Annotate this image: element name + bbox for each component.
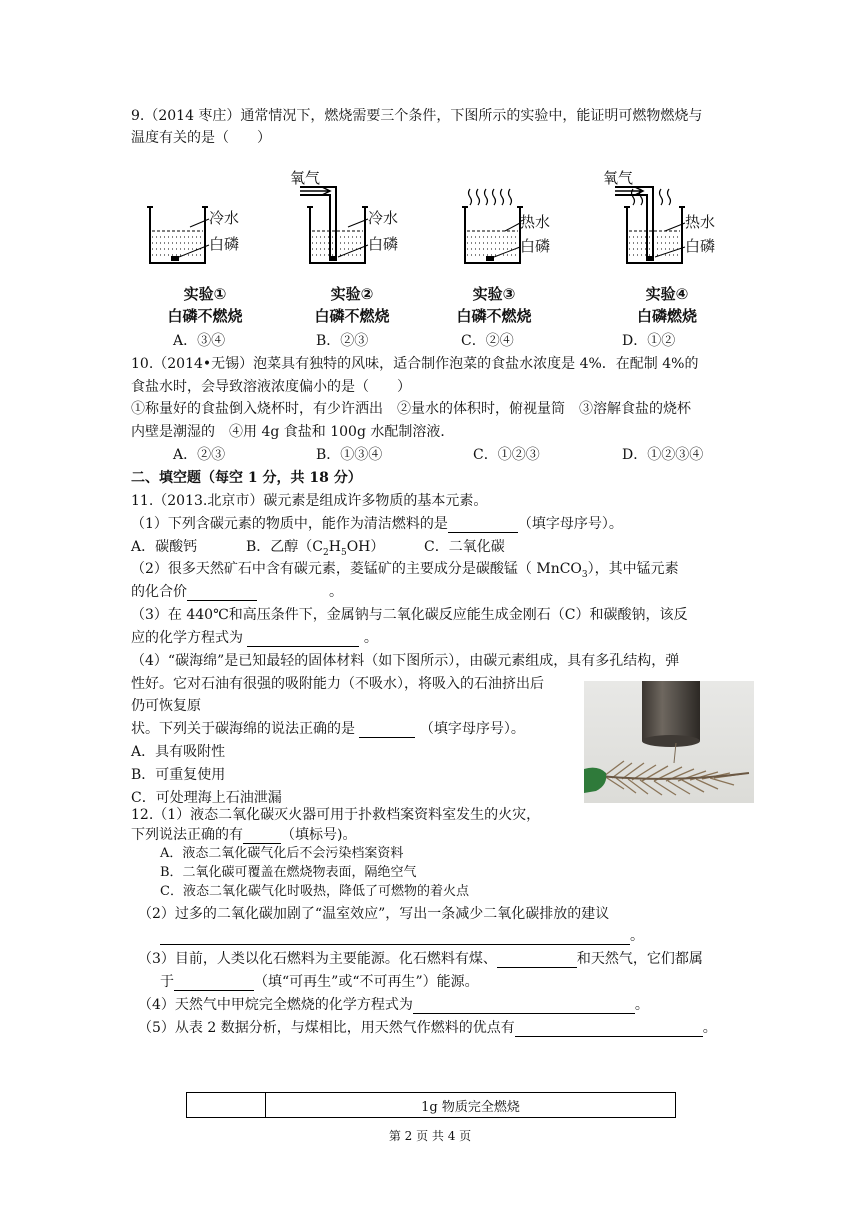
carbon-sponge-photo xyxy=(584,681,754,803)
experiment-4-gas-label: 氧气 xyxy=(603,169,634,187)
table-row xyxy=(187,1093,676,1118)
q11-part2-line2 xyxy=(131,583,343,601)
q11-part2-end: ），其中锰元素 xyxy=(587,561,679,577)
q9-option-c[interactable]: C．②④ xyxy=(461,333,514,349)
experiment-2-gas-label: 氧气 xyxy=(290,169,321,187)
q11-part4-opt-c[interactable]: C．可处理海上石油泄漏 xyxy=(131,790,282,806)
q9-stem-line2: 温度有关的是（ ） xyxy=(131,130,271,146)
beaker-icon xyxy=(145,165,265,275)
q11-part4-line3: 仍可恢复原 xyxy=(131,698,201,714)
experiment-2-phosphorus-label: 白磷 xyxy=(368,235,399,253)
q11-part2-blank[interactable] xyxy=(187,586,257,601)
q12-part3-line2-text: 于 xyxy=(160,974,174,990)
q12-part1-opt-c[interactable]: C．液态二氧化碳气化时吸热，降低了可燃物的着火点 xyxy=(160,884,469,899)
q9-option-d[interactable]: D．①② xyxy=(622,333,676,349)
experiment-2-title: 实验② xyxy=(330,285,374,303)
q12-part1-line2-text: 下列说法正确的有 xyxy=(131,827,243,843)
q10-option-d[interactable]: D．①②③④ xyxy=(622,447,704,463)
experiment-1-water-label: 冷水 xyxy=(209,209,240,227)
q11-stem: 11.（2013.北京市）碳元素是组成许多物质的基本元素。 xyxy=(131,493,488,509)
q10-option-b[interactable]: B．①③④ xyxy=(316,447,383,463)
beaker-oxygen-icon xyxy=(300,165,420,275)
q12-part3-text: （3）目前，人类以化石燃料为主要能源。化石燃料有煤、 xyxy=(138,951,497,967)
experiment-1-figure xyxy=(145,165,265,330)
q11-part4-line1: （4）“碳海绵”是已知最轻的固体材料（如下图所示），由碳元素组成，具有多孔结构，弹 xyxy=(131,653,680,669)
q11-part4-opt-b[interactable]: B．可重复使用 xyxy=(131,767,226,783)
q11-part4-line4-tail: （填字母序号）。 xyxy=(419,721,525,737)
page-footer: 第 2 页 共 4 页 xyxy=(388,1129,472,1143)
q10-stem-line1: 10.（2014•无锡）泡菜具有独特的风味，适合制作泡菜的食盐水浓度是 4%．在配制 4%的 xyxy=(131,356,699,372)
q9-option-a[interactable]: A．③④ xyxy=(173,333,226,349)
q11-part2-text: （2）很多天然矿石中含有碳元素，菱锰矿的主要成分是碳酸锰（ MnCO xyxy=(131,561,582,577)
section-heading: 二、填空题（每空 1 分，共 18 分） xyxy=(131,470,362,486)
experiment-4-phosphorus-label: 白磷 xyxy=(685,237,716,255)
period: 。 xyxy=(634,997,649,1013)
q11-part1-opt-c[interactable]: C．二氧化碳 xyxy=(424,539,505,555)
q12-part2-line1: （2）过多的二氧化碳加剧了“温室效应”，写出一条减少二氧化碳排放的建议 xyxy=(138,906,610,922)
q12-part4-blank[interactable] xyxy=(413,999,635,1014)
q12-part2-blank[interactable] xyxy=(160,930,630,945)
period: 。 xyxy=(702,1020,717,1036)
q12-part4 xyxy=(138,996,649,1014)
experiment-4-title: 实验④ xyxy=(645,285,689,303)
q12-part5 xyxy=(138,1019,717,1037)
q10-stem-line2: 食盐水时，会导致溶液浓度偏小的是（ ） xyxy=(131,379,411,395)
experiment-4-result: 白磷燃烧 xyxy=(636,307,697,325)
q10-stem-line3: ①称量好的食盐倒入烧杯时，有少许洒出 ②量水的体积时，俯视量筒 ③溶解食盐的烧杯 xyxy=(131,401,691,417)
q12-part5-text: （5）从表 2 数据分析，与煤相比，用天然气作燃料的优点有 xyxy=(138,1020,515,1036)
q12-part5-blank[interactable] xyxy=(515,1022,703,1037)
q11-part3-line2 xyxy=(131,629,378,647)
q12-part3-line2 xyxy=(160,973,479,991)
q11-part4-line4-text: 状。下列关于碳海绵的说法正确的是 xyxy=(131,721,355,737)
period: 。 xyxy=(363,630,378,646)
q9-stem-line1: 9.（2014 枣庄）通常情况下，燃烧需要三个条件，下图所示的实验中，能证明可燃物燃烧与 xyxy=(131,108,703,124)
experiment-4-water-label: 热水 xyxy=(685,213,716,231)
q11-part1-tail: （填字母序号）。 xyxy=(517,516,623,532)
period: 。 xyxy=(329,584,343,600)
q11-part1-opt-b[interactable] xyxy=(246,538,384,562)
q12-part1-blank[interactable] xyxy=(243,829,281,844)
q11-part1 xyxy=(131,515,623,533)
experiment-3-title: 实验③ xyxy=(472,285,516,303)
experiment-3-phosphorus-label: 白磷 xyxy=(520,237,551,255)
q9-option-b[interactable]: B．②③ xyxy=(316,333,369,349)
q11-part2-line1 xyxy=(131,560,679,584)
experiment-4-figure xyxy=(603,165,735,330)
q12-part1-opt-a[interactable]: A．液态二氧化碳气化后不会污染档案资料 xyxy=(160,846,404,861)
q12-part3-blank-1[interactable] xyxy=(497,953,577,968)
data-table xyxy=(186,1092,676,1118)
beaker-hot-water-oxygen-icon xyxy=(615,165,735,275)
q10-option-c[interactable]: C．①②③ xyxy=(473,447,540,463)
experiment-2-figure xyxy=(290,165,420,330)
subscript: 5 xyxy=(340,547,347,558)
subscript: 3 xyxy=(581,569,588,580)
q10-stem-line4: 内壁是潮湿的 ④用 4g 食盐和 100g 水配制溶液． xyxy=(131,424,455,440)
experiment-2-water-label: 冷水 xyxy=(368,209,399,227)
q11-part4-blank[interactable] xyxy=(359,723,415,738)
subscript: 2 xyxy=(323,547,329,558)
q12-part3-text-end: 和天然气，它们都属 xyxy=(576,951,703,967)
q12-part1-line2 xyxy=(131,826,356,844)
table-header-cell: 1g 物质完全燃烧 xyxy=(266,1093,676,1118)
experiment-1-title: 实验① xyxy=(183,285,227,303)
q12-part3-line2-tail: （填“可再生”或“不可再生”）能源。 xyxy=(254,974,479,990)
q12-part2-line2 xyxy=(160,927,644,945)
experiment-1-phosphorus-label: 白磷 xyxy=(209,235,240,253)
q12-part3-blank-2[interactable] xyxy=(174,976,254,991)
q11-part3-blank[interactable] xyxy=(247,632,359,647)
carbon-sponge-image xyxy=(584,681,754,803)
q12-part1-line2-tail: （填标号)。 xyxy=(281,827,357,843)
q11-part1-opt-b-text: B．乙醇（C xyxy=(246,539,323,555)
q11-part2-line2-text: 的化合价 xyxy=(131,584,187,600)
formula-end: OH） xyxy=(346,539,385,555)
table-cell-empty xyxy=(187,1093,266,1118)
formula-part: H xyxy=(328,539,341,555)
q12-part1-opt-b[interactable]: B．二氧化碳可覆盖在燃烧物表面，隔绝空气 xyxy=(160,865,417,880)
q11-part3-line2-text: 应的化学方程式为 xyxy=(131,630,243,646)
q11-part4-line4 xyxy=(131,720,525,738)
q11-part1-blank[interactable] xyxy=(448,518,518,533)
q11-part1-opt-a[interactable]: A．碳酸钙 xyxy=(131,539,198,555)
experiment-1-result: 白磷不燃烧 xyxy=(167,307,243,325)
q11-part4-opt-a[interactable]: A．具有吸附性 xyxy=(131,744,226,760)
experiment-3-figure xyxy=(456,165,580,330)
q12-part4-text: （4）天然气中甲烷完全燃烧的化学方程式为 xyxy=(138,997,413,1013)
experiment-3-result: 白磷不燃烧 xyxy=(456,307,532,325)
q12-part1-line1: 12.（1）液态二氧化碳灭火器可用于扑救档案资料室发生的火灾， xyxy=(131,807,541,823)
q11-part3-line1: （3）在 440℃和高压条件下，金属钠与二氧化碳反应能生成金刚石（C）和碳酸钠，该反 xyxy=(131,607,688,623)
q11-part1-text: （1）下列含碳元素的物质中，能作为清洁燃料的是 xyxy=(131,516,448,532)
experiment-3-water-label: 热水 xyxy=(520,213,551,231)
period: 。 xyxy=(630,928,644,944)
q11-part4-line2: 性好。它对石油有很强的吸附能力（不吸水），将吸入的石油挤出后 xyxy=(131,676,544,692)
q10-option-a[interactable]: A．②③ xyxy=(173,447,226,463)
q12-part3-line1 xyxy=(138,950,703,968)
experiment-2-result: 白磷不燃烧 xyxy=(314,307,390,325)
